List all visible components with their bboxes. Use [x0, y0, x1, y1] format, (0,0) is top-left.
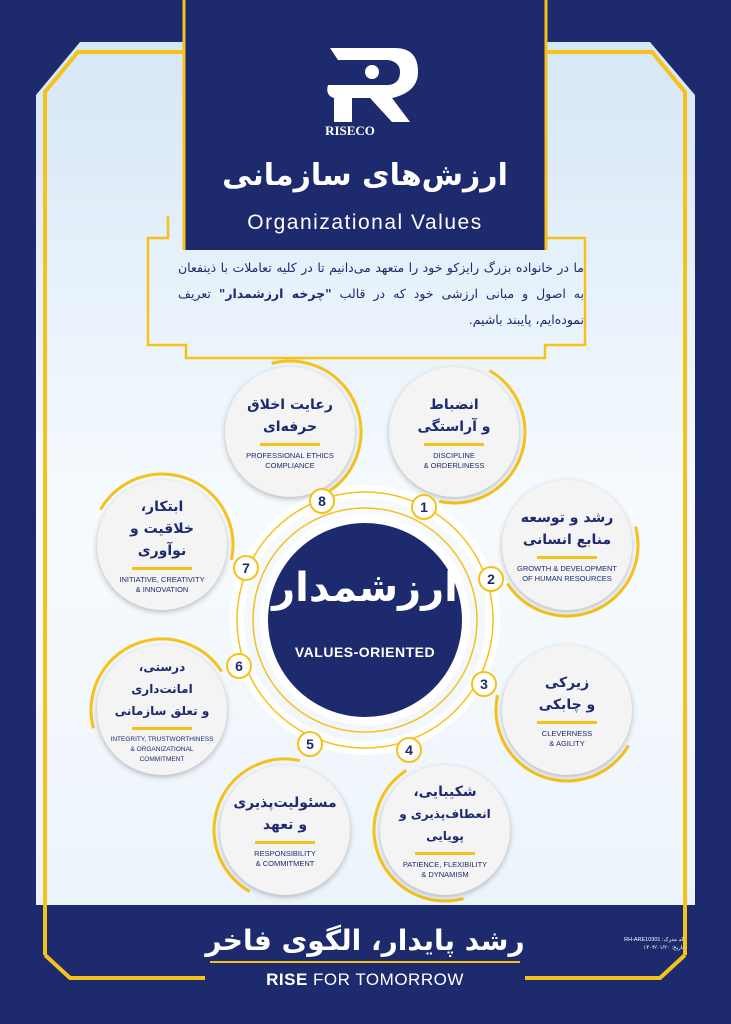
- value-english: PATIENCE, FLEXIBILITY & DYNAMISM: [402, 859, 488, 879]
- page-subtitle: Organizational Values: [247, 211, 483, 234]
- value-number-2: 2: [478, 566, 504, 592]
- intro-line-1: ما در خانواده بزرگ رایزکو خود را متعهد می‌دانیم تا در کلیه تعاملات با: [220, 260, 584, 275]
- value-english: GROWTH & DEVELOPMENT OF HUMAN RESOURCES: [516, 563, 617, 583]
- value-title-2: و چابکی: [538, 696, 596, 713]
- value-title-2: و تعلق سازمانی: [114, 703, 210, 718]
- page-title: ارزش‌های سازمانی: [222, 158, 508, 193]
- divider: [415, 852, 475, 855]
- center-title: ارزشمدار: [272, 565, 458, 611]
- value-card-6: [97, 645, 227, 775]
- value-card-3: [502, 645, 632, 775]
- value-title-2: انعطاف‌پذیری و پویایی: [399, 806, 491, 843]
- value-number-4: 4: [396, 737, 422, 763]
- divider: [537, 721, 597, 724]
- divider: [132, 727, 192, 730]
- value-card-5: [220, 765, 350, 895]
- value-card-1: [389, 367, 519, 497]
- divider: [537, 556, 597, 559]
- value-card-4: [380, 765, 510, 895]
- intro-line-3: تعریف نموده‌ایم، پایبند باشیم.: [178, 286, 584, 327]
- divider: [424, 443, 484, 446]
- value-title: زیرکی: [544, 674, 590, 691]
- document-code: کد مدرک: RH-ARE10301: [624, 937, 684, 943]
- value-title: رعایت اخلاق: [247, 396, 333, 413]
- value-title-2: خلاقیت و نوآوری: [130, 520, 194, 559]
- value-number-3: 3: [471, 671, 497, 697]
- divider: [255, 841, 315, 844]
- value-english: CLEVERNESS & AGILITY: [541, 728, 593, 748]
- value-title: درستی، امانت‌داری: [131, 659, 193, 696]
- value-title: انضباط: [429, 396, 479, 413]
- value-title-2: و تعهد: [262, 816, 308, 833]
- intro-paragraph: [178, 255, 584, 333]
- value-card-7: [97, 480, 227, 610]
- footer-tagline: [255, 970, 475, 990]
- value-number-6: 6: [226, 653, 252, 679]
- intro-line-2: ذینفعان به اصول و مبانی ارزشی خود که در قالب: [178, 260, 584, 301]
- value-number-5: 5: [297, 731, 323, 757]
- value-number-8: 8: [309, 488, 335, 514]
- value-card-8: [225, 367, 355, 497]
- value-number-1: 1: [411, 494, 437, 520]
- value-english: INITIATIVE, CREATIVITY & INNOVATION: [119, 574, 205, 594]
- value-title-2: حرفه‌ای: [262, 418, 318, 435]
- divider: [260, 443, 320, 446]
- value-title: ابتکار،: [140, 498, 184, 515]
- value-title-2: منابع انسانی: [522, 531, 612, 548]
- tagline-bold: RISE: [266, 970, 308, 989]
- value-english: DISCIPLINE & ORDERLINESS: [423, 450, 485, 470]
- intro-highlight: "چرخه ارزشمدار": [218, 286, 332, 301]
- tagline-rest: FOR TOMORROW: [307, 970, 464, 989]
- value-english: RESPONSIBILITY & COMMITMENT: [254, 848, 316, 868]
- logo-text: RISECO: [325, 123, 375, 138]
- value-number-7: 7: [233, 555, 259, 581]
- value-title: شکیبایی،: [413, 783, 477, 800]
- value-english: PROFESSIONAL ETHICS COMPLIANCE: [246, 450, 334, 470]
- center-subtitle: VALUES-ORIENTED: [294, 644, 436, 660]
- document-date: تاریخ: ۱۴۰۳/۰۱/۲۰: [643, 945, 684, 951]
- document-info: [614, 936, 684, 952]
- footer-slogan: رشد پایدار، الگوی فاخر: [205, 924, 525, 957]
- value-card-2: [502, 480, 632, 610]
- value-title: رشد و توسعه: [520, 509, 614, 526]
- divider: [132, 567, 192, 570]
- value-english: INTEGRITY, TRUSTWORTHINESS & ORGANIZATIONAL COMMITMENT: [110, 735, 214, 763]
- value-title: مسئولیت‌پذیری: [233, 794, 337, 811]
- value-title-2: و آراستگی: [417, 418, 491, 435]
